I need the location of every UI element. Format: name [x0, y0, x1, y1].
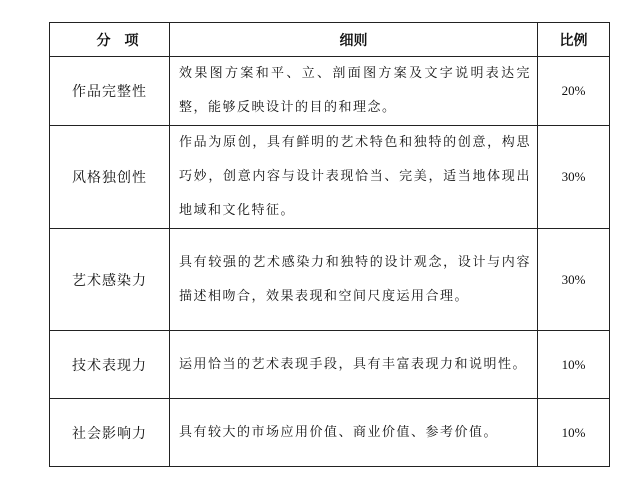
row-detail: 具有较强的艺术感染力和独特的设计观念，设计与内容描述相吻合，效果表现和空间尺度运用合理。: [170, 229, 538, 331]
table-row: [50, 126, 610, 229]
row-category: 风格独创性: [50, 126, 170, 229]
row-detail: 具有较大的市场应用价值、商业价值、参考价值。: [170, 399, 538, 467]
evaluation-criteria-table: [49, 22, 610, 467]
header-ratio: 比例: [538, 23, 610, 57]
row-detail: 运用恰当的艺术表现手段，具有丰富表现力和说明性。: [170, 331, 538, 399]
row-category: 社会影响力: [50, 399, 170, 467]
header-detail: 细则: [170, 23, 538, 57]
row-ratio: 10%: [538, 331, 610, 399]
row-ratio: 30%: [538, 229, 610, 331]
row-category: 技术表现力: [50, 331, 170, 399]
row-detail: 效果图方案和平、立、剖面图方案及文字说明表达完整，能够反映设计的目的和理念。: [170, 57, 538, 126]
table-header-row: [50, 23, 610, 57]
row-detail: 作品为原创，具有鲜明的艺术特色和独特的创意，构思巧妙，创意内容与设计表现恰当、完美，适当地体现出地域和文化特征。: [170, 126, 538, 229]
table-row: [50, 399, 610, 467]
row-category: 作品完整性: [50, 57, 170, 126]
header-category: 分 项: [50, 23, 170, 57]
row-ratio: 10%: [538, 399, 610, 467]
row-category: 艺术感染力: [50, 229, 170, 331]
row-ratio: 20%: [538, 57, 610, 126]
table-row: [50, 229, 610, 331]
table-row: [50, 331, 610, 399]
table-row: [50, 57, 610, 126]
row-ratio: 30%: [538, 126, 610, 229]
